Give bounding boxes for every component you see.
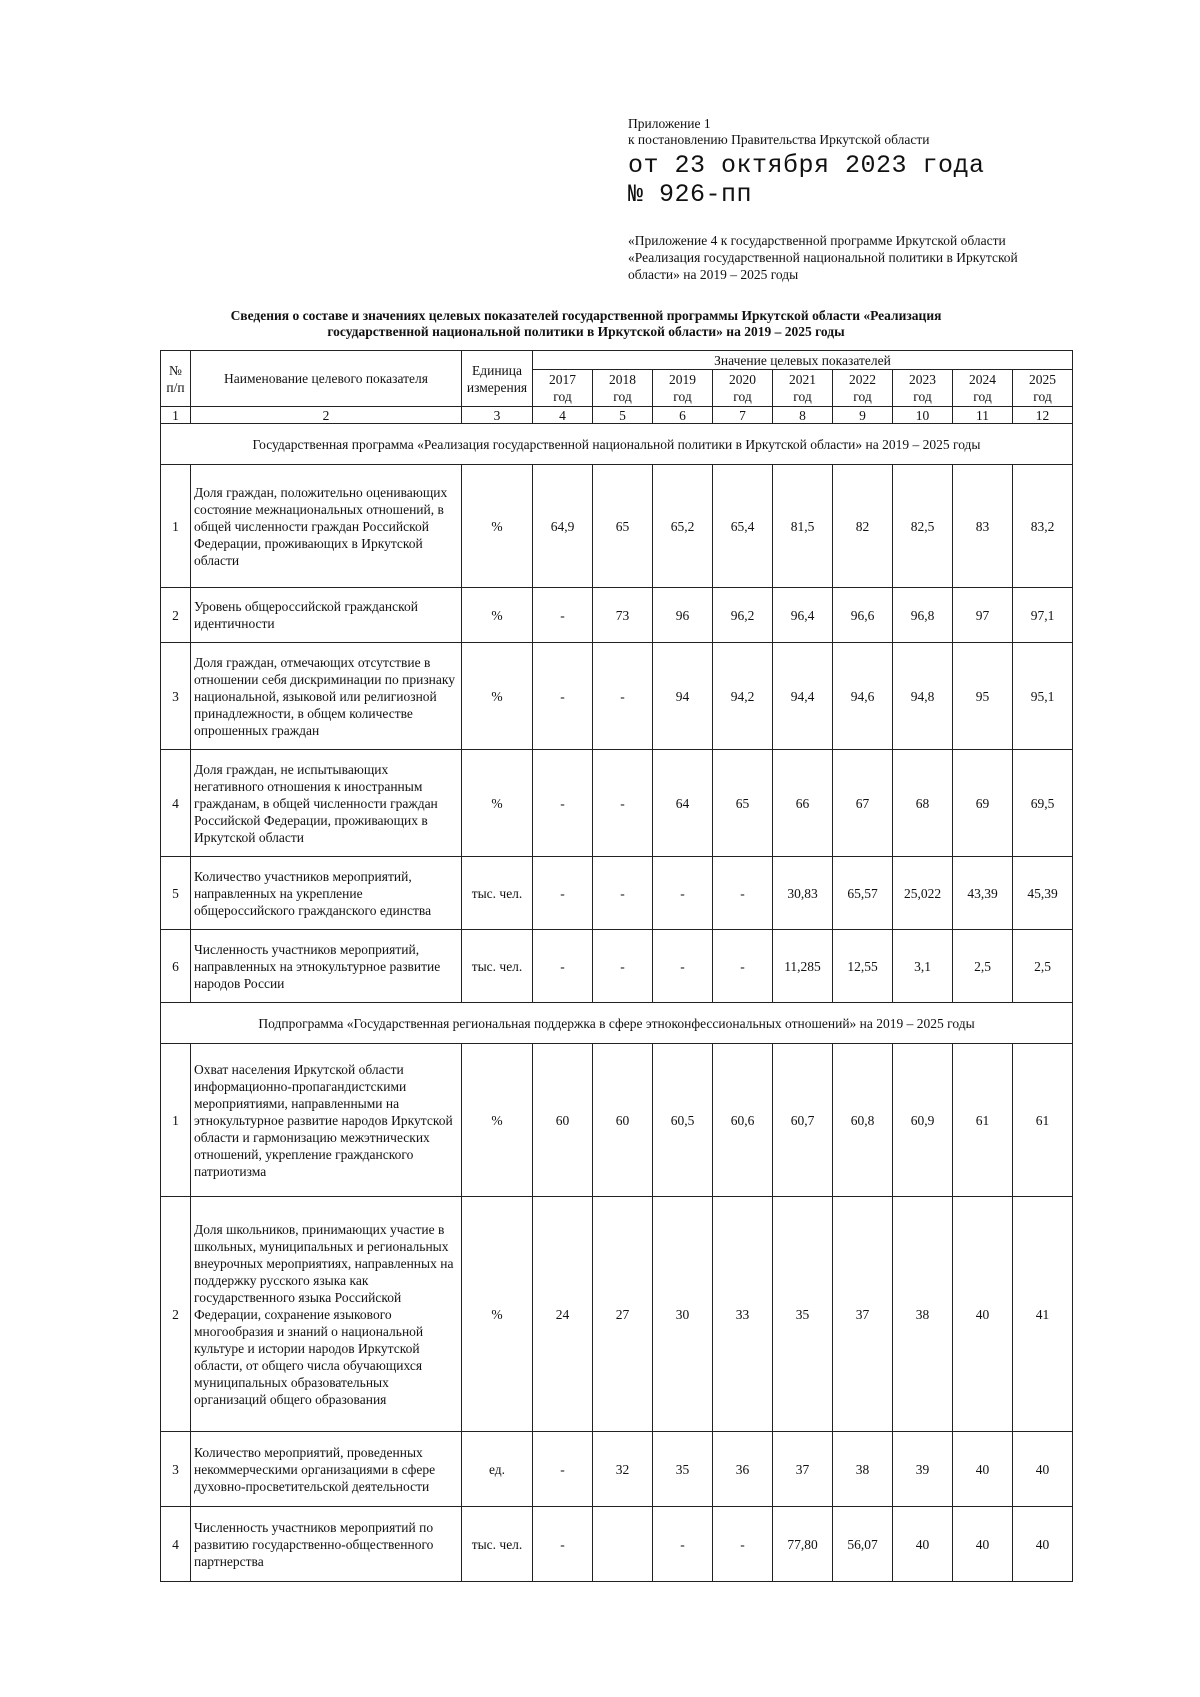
year-label: 2020 [729, 372, 756, 387]
unit-cell: тыс. чел. [462, 857, 533, 930]
value-cell: 60 [533, 1044, 593, 1197]
year-header-cell [713, 370, 773, 407]
value-cell: 36 [713, 1432, 773, 1507]
year-label: 2023 [909, 372, 936, 387]
value-cell: 39 [893, 1432, 953, 1507]
value-cell: 38 [833, 1432, 893, 1507]
year-label: 2018 [609, 372, 636, 387]
annex-line: «Приложение 4 к государственной программе Иркутской области [628, 233, 1006, 248]
unit-cell: % [462, 750, 533, 857]
value-cell: 37 [833, 1197, 893, 1432]
year-header-cell [1013, 370, 1073, 407]
title-line: государственной национальной политики в Иркутской области» на 2019 – 2025 годы [327, 324, 845, 339]
table-row [161, 588, 1073, 643]
section-row [161, 1003, 1073, 1044]
value-cell: 65,57 [833, 857, 893, 930]
row-number-cell: 1 [161, 465, 191, 588]
value-cell: 12,55 [833, 930, 893, 1003]
value-cell: 61 [953, 1044, 1013, 1197]
value-cell: 35 [653, 1432, 713, 1507]
value-cell: 69,5 [1013, 750, 1073, 857]
value-cell: 11,285 [773, 930, 833, 1003]
value-cell: 95,1 [1013, 643, 1073, 750]
year-header-cell [953, 370, 1013, 407]
col-header-unit: Единица измерения [462, 351, 533, 407]
value-cell: 68 [893, 750, 953, 857]
value-cell: 94,4 [773, 643, 833, 750]
year-label: 2017 [549, 372, 576, 387]
value-cell: 41 [1013, 1197, 1073, 1432]
column-number-cell: 12 [1013, 407, 1073, 424]
title-line: Сведения о составе и значениях целевых показателей государственной программы Иркутской области «Реализация [230, 308, 942, 323]
value-cell: 96,2 [713, 588, 773, 643]
value-cell: 56,07 [833, 1507, 893, 1582]
value-cell: 83,2 [1013, 465, 1073, 588]
value-cell: 82,5 [893, 465, 953, 588]
value-cell: 60,9 [893, 1044, 953, 1197]
value-cell: - [533, 1432, 593, 1507]
value-cell: 61 [1013, 1044, 1073, 1197]
value-cell: 65 [713, 750, 773, 857]
value-cell: 81,5 [773, 465, 833, 588]
value-cell: - [533, 643, 593, 750]
value-cell: 65,2 [653, 465, 713, 588]
value-cell: - [593, 857, 653, 930]
value-cell: 65 [593, 465, 653, 588]
value-cell: 45,39 [1013, 857, 1073, 930]
column-number-cell: 8 [773, 407, 833, 424]
value-cell: 60,8 [833, 1044, 893, 1197]
section-title-program: Государственная программа «Реализация государственной национальной политики в Иркутской области» на 2019 – 2025 годы [161, 424, 1073, 465]
table-row [161, 1507, 1073, 1582]
year-suffix: год [973, 389, 992, 404]
value-cell: 40 [953, 1507, 1013, 1582]
annex-reference [628, 232, 1078, 283]
value-cell: - [533, 930, 593, 1003]
unit-cell: ед. [462, 1432, 533, 1507]
value-cell: 27 [593, 1197, 653, 1432]
row-number-cell: 6 [161, 930, 191, 1003]
col-header-number: № п/п [161, 351, 191, 407]
indicator-name-cell: Количество мероприятий, проведенных некоммерческими организациями в сфере духовно-просветительской деятельности [191, 1432, 462, 1507]
table-row [161, 465, 1073, 588]
value-cell: - [533, 1507, 593, 1582]
column-number-cell: 3 [462, 407, 533, 424]
value-cell: 64,9 [533, 465, 593, 588]
value-cell: - [653, 857, 713, 930]
row-number-cell: 3 [161, 1432, 191, 1507]
value-cell: 96,6 [833, 588, 893, 643]
year-header-cell [653, 370, 713, 407]
value-cell [593, 1507, 653, 1582]
year-suffix: год [673, 389, 692, 404]
col-header-name: Наименование целевого показателя [191, 351, 462, 407]
value-cell: 69 [953, 750, 1013, 857]
value-cell: 33 [713, 1197, 773, 1432]
value-cell: - [593, 643, 653, 750]
value-cell: - [593, 930, 653, 1003]
value-cell: 94,6 [833, 643, 893, 750]
value-cell: 73 [593, 588, 653, 643]
document-header [628, 116, 1088, 209]
table-row [161, 857, 1073, 930]
document-title [186, 308, 986, 340]
value-cell: 60,7 [773, 1044, 833, 1197]
year-label: 2019 [669, 372, 696, 387]
value-cell: 94,2 [713, 643, 773, 750]
column-number-cell: 7 [713, 407, 773, 424]
indicators-table [160, 350, 1073, 1582]
section-row [161, 424, 1073, 465]
year-label: 2022 [849, 372, 876, 387]
value-cell: - [713, 857, 773, 930]
unit-cell: % [462, 1044, 533, 1197]
value-cell: 96,4 [773, 588, 833, 643]
column-number-cell: 2 [191, 407, 462, 424]
indicator-name-cell: Доля граждан, положительно оценивающих состояние межнациональных отношений, в общей численности граждан Российской Федерации, проживающих в Иркутской области [191, 465, 462, 588]
value-cell: 96 [653, 588, 713, 643]
value-cell: 94,8 [893, 643, 953, 750]
value-cell: 60,6 [713, 1044, 773, 1197]
table-row [161, 1432, 1073, 1507]
appendix-label: Приложение 1 [628, 116, 711, 131]
value-cell: - [593, 750, 653, 857]
year-suffix: год [793, 389, 812, 404]
unit-cell: тыс. чел. [462, 930, 533, 1003]
value-cell: 95 [953, 643, 1013, 750]
value-cell: - [533, 750, 593, 857]
year-suffix: год [733, 389, 752, 404]
indicator-name-cell: Доля граждан, отмечающих отсутствие в отношении себя дискриминации по признаку национальной, языковой или религиозной принадлежности, в общем количестве опрошенных граждан [191, 643, 462, 750]
value-cell: 40 [953, 1197, 1013, 1432]
column-number-cell: 6 [653, 407, 713, 424]
value-cell: 67 [833, 750, 893, 857]
resolution-date: от 23 октября 2023 года [628, 151, 985, 180]
value-cell: - [713, 930, 773, 1003]
value-cell: 43,39 [953, 857, 1013, 930]
value-cell: - [713, 1507, 773, 1582]
value-cell: 30 [653, 1197, 713, 1432]
year-header-cell [533, 370, 593, 407]
value-cell: 40 [953, 1432, 1013, 1507]
unit-cell: тыс. чел. [462, 1507, 533, 1582]
value-cell: 64 [653, 750, 713, 857]
value-cell: 94 [653, 643, 713, 750]
year-suffix: год [1033, 389, 1052, 404]
year-header-cell [893, 370, 953, 407]
table-row [161, 1044, 1073, 1197]
year-suffix: год [853, 389, 872, 404]
column-number-cell: 5 [593, 407, 653, 424]
year-header-cell [833, 370, 893, 407]
year-suffix: год [913, 389, 932, 404]
value-cell: 60 [593, 1044, 653, 1197]
value-cell: 60,5 [653, 1044, 713, 1197]
year-label: 2025 [1029, 372, 1056, 387]
row-number-cell: 2 [161, 588, 191, 643]
value-cell: - [653, 930, 713, 1003]
column-number-cell: 10 [893, 407, 953, 424]
value-cell: 32 [593, 1432, 653, 1507]
value-cell: 96,8 [893, 588, 953, 643]
value-cell: 40 [1013, 1432, 1073, 1507]
unit-cell: % [462, 643, 533, 750]
row-number-cell: 3 [161, 643, 191, 750]
value-cell: 66 [773, 750, 833, 857]
unit-cell: % [462, 1197, 533, 1432]
col-header-values: Значение целевых показателей [533, 351, 1073, 370]
value-cell: - [653, 1507, 713, 1582]
indicator-name-cell: Охват населения Иркутской области информационно-пропагандистскими мероприятиями, направленными на этнокультурное развитие народов Иркутской области и гармонизацию межэтнических отношений, укрепление гражданского патриотизма [191, 1044, 462, 1197]
value-cell: 24 [533, 1197, 593, 1432]
row-number-cell: 4 [161, 750, 191, 857]
row-number-cell: 1 [161, 1044, 191, 1197]
value-cell: 97 [953, 588, 1013, 643]
value-cell: 40 [1013, 1507, 1073, 1582]
value-cell: 25,022 [893, 857, 953, 930]
value-cell: 37 [773, 1432, 833, 1507]
row-number-cell: 5 [161, 857, 191, 930]
value-cell: 35 [773, 1197, 833, 1432]
column-number-cell: 1 [161, 407, 191, 424]
year-header-cell [773, 370, 833, 407]
value-cell: 30,83 [773, 857, 833, 930]
value-cell: - [533, 857, 593, 930]
resolution-number: № 926-пп [628, 180, 753, 209]
indicator-name-cell: Уровень общероссийской гражданской идентичности [191, 588, 462, 643]
indicator-name-cell: Численность участников мероприятий, направленных на этнокультурное развитие народов России [191, 930, 462, 1003]
column-number-cell: 4 [533, 407, 593, 424]
table-row [161, 643, 1073, 750]
indicator-name-cell: Доля граждан, не испытывающих негативного отношения к иностранным гражданам, в общей численности граждан Российской Федерации, проживающих в Иркутской области [191, 750, 462, 857]
row-number-cell: 4 [161, 1507, 191, 1582]
indicator-name-cell: Количество участников мероприятий, направленных на укрепление общероссийского гражданского единства [191, 857, 462, 930]
unit-cell: % [462, 588, 533, 643]
value-cell: 83 [953, 465, 1013, 588]
header-row [161, 351, 1073, 370]
annex-line: «Реализация государственной национальной политики в Иркутской [628, 250, 1018, 265]
value-cell: 77,80 [773, 1507, 833, 1582]
value-cell: 82 [833, 465, 893, 588]
value-cell: - [533, 588, 593, 643]
value-cell: 38 [893, 1197, 953, 1432]
indicator-name-cell: Численность участников мероприятий по развитию государственно-общественного партнерства [191, 1507, 462, 1582]
column-number-cell: 9 [833, 407, 893, 424]
indicator-name-cell: Доля школьников, принимающих участие в школьных, муниципальных и региональных внеурочных мероприятиях, направленных на поддержку русского языка как государственного языка Российской Федерации, сохранение языкового многообразия и знаний о национальной культуре и истории народов Иркутской области, от общего числа обучающихся муниципальных образовательных организаций общего образования [191, 1197, 462, 1432]
table-row [161, 750, 1073, 857]
annex-line: области» на 2019 – 2025 годы [628, 267, 799, 282]
value-cell: 2,5 [1013, 930, 1073, 1003]
table-row [161, 930, 1073, 1003]
value-cell: 97,1 [1013, 588, 1073, 643]
year-label: 2021 [789, 372, 816, 387]
column-numbers-row [161, 407, 1073, 424]
value-cell: 2,5 [953, 930, 1013, 1003]
year-suffix: год [613, 389, 632, 404]
resolution-reference: к постановлению Правительства Иркутской области [628, 132, 930, 147]
year-suffix: год [553, 389, 572, 404]
section-title-subprogram: Подпрограмма «Государственная региональная поддержка в сфере этноконфессиональных отношений» на 2019 – 2025 годы [161, 1003, 1073, 1044]
value-cell: 40 [893, 1507, 953, 1582]
value-cell: 3,1 [893, 930, 953, 1003]
value-cell: 65,4 [713, 465, 773, 588]
row-number-cell: 2 [161, 1197, 191, 1432]
unit-cell: % [462, 465, 533, 588]
column-number-cell: 11 [953, 407, 1013, 424]
year-label: 2024 [969, 372, 996, 387]
table-row [161, 1197, 1073, 1432]
year-header-cell [593, 370, 653, 407]
